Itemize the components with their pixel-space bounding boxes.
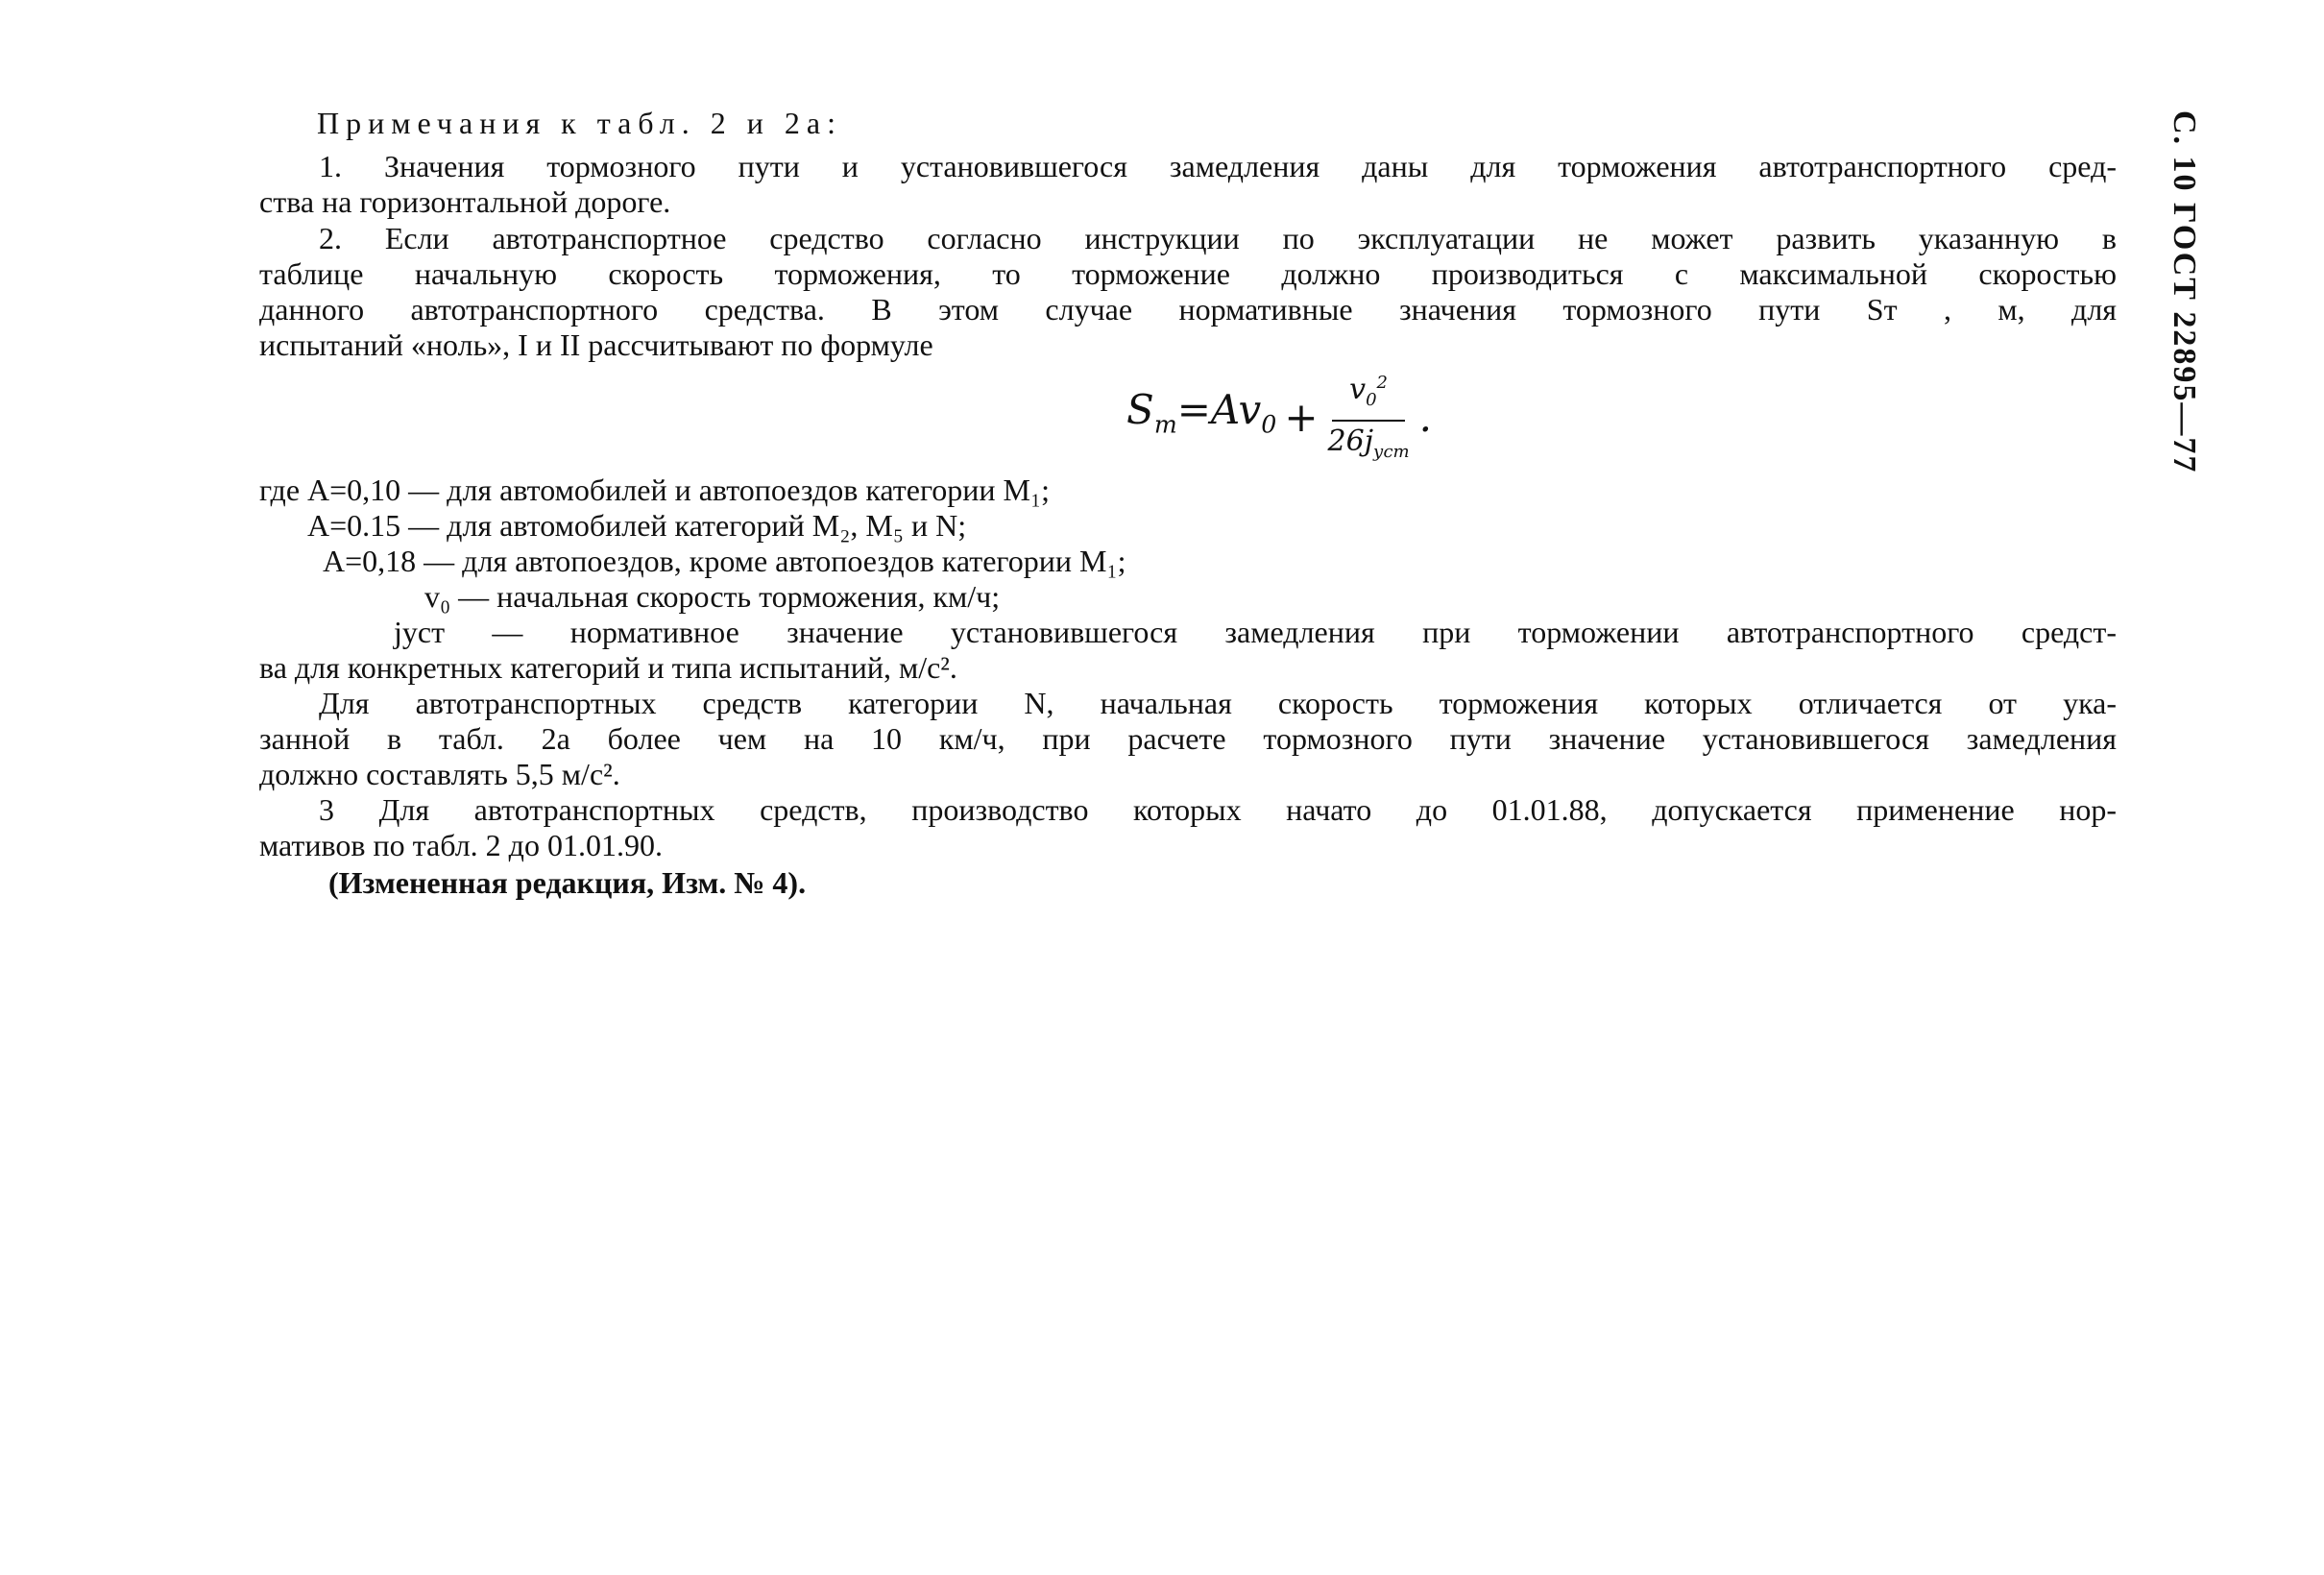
formula-plus: + [1284,393,1319,441]
paragraph-line: Для автотранспортных средств категории N, начальная скорость торможения которых отличается от ука- [319,686,2117,720]
note-2-line: таблице начальную скорость торможения, то торможение должно производиться с максимальной скоростью [259,256,2117,291]
definition-line: A=0.15 — для автомобилей категорий M₂, M₅ и N; [307,508,967,543]
definition-line: A=0,18 — для автопоездов, кроме автопоездов категории M₁; [323,544,1126,578]
note-1 [259,149,2117,220]
formula-term: $=Av_0$ [1176,385,1277,439]
category-n-paragraph [259,686,2117,792]
paragraph-line: занной в табл. 2а более чем на 10 км/ч, при расчете тормозного пути значение установившегося замедления [259,721,2117,756]
fraction-denominator: $26j_{уст}$ [1327,424,1410,462]
note-2-line: испытаний «ноль», I и II рассчитывают по формуле [259,327,933,362]
notes-title: Примечания к табл. 2 и 2а: [317,106,842,140]
edition-note: (Измененная редакция, Изм. № 4). [328,865,807,900]
note-3 [259,792,2117,863]
definition-line: jуст — нормативное значение установившегося замедления при торможении автотранспортного средст- [394,615,2117,649]
formula-fraction [1328,365,1410,470]
side-header-text: С. 10 ГОСТ 22895—77 [2167,110,2202,474]
definition-line: где A=0,10 — для автомобилей и автопоездов категории M₁; [259,472,1051,507]
formula-lhs: $S_т$ [1126,385,1177,439]
formula-tail: . [1418,393,1432,441]
side-header [2166,110,2204,485]
note-1-line: 1. Значения тормозного пути и установившегося замедления даны для торможения автотранспортного сред- [319,149,2117,183]
notes-body [259,106,2117,901]
note-2-line: 2. Если автотранспортное средство согласно инструкции по эксплуатации не может развить указанную в [319,221,2117,255]
definition-line: v₀ — начальная скорость торможения, км/ч; [424,579,1001,614]
note-1-line: ства на горизонтальной дороге. [259,184,671,219]
note-2 [259,221,2117,363]
fraction-numerator: $v_0^2$ [1332,365,1405,422]
definitions [259,472,2117,686]
note-3-line: 3 Для автотранспортных средств, производство которых начато до 01.01.88, допускается применение нор- [319,792,2117,827]
braking-formula [442,367,2117,467]
note-3-line: мативов по табл. 2 до 01.01.90. [259,828,663,862]
note-2-line: данного автотранспортного средства. В этом случае нормативные значения тормозного пути Sт , м, для [259,292,2117,327]
paragraph-line: должно составлять 5,5 м/с². [259,757,620,791]
definition-continuation: ва для конкретных категорий и типа испытаний, м/с². [259,650,957,685]
